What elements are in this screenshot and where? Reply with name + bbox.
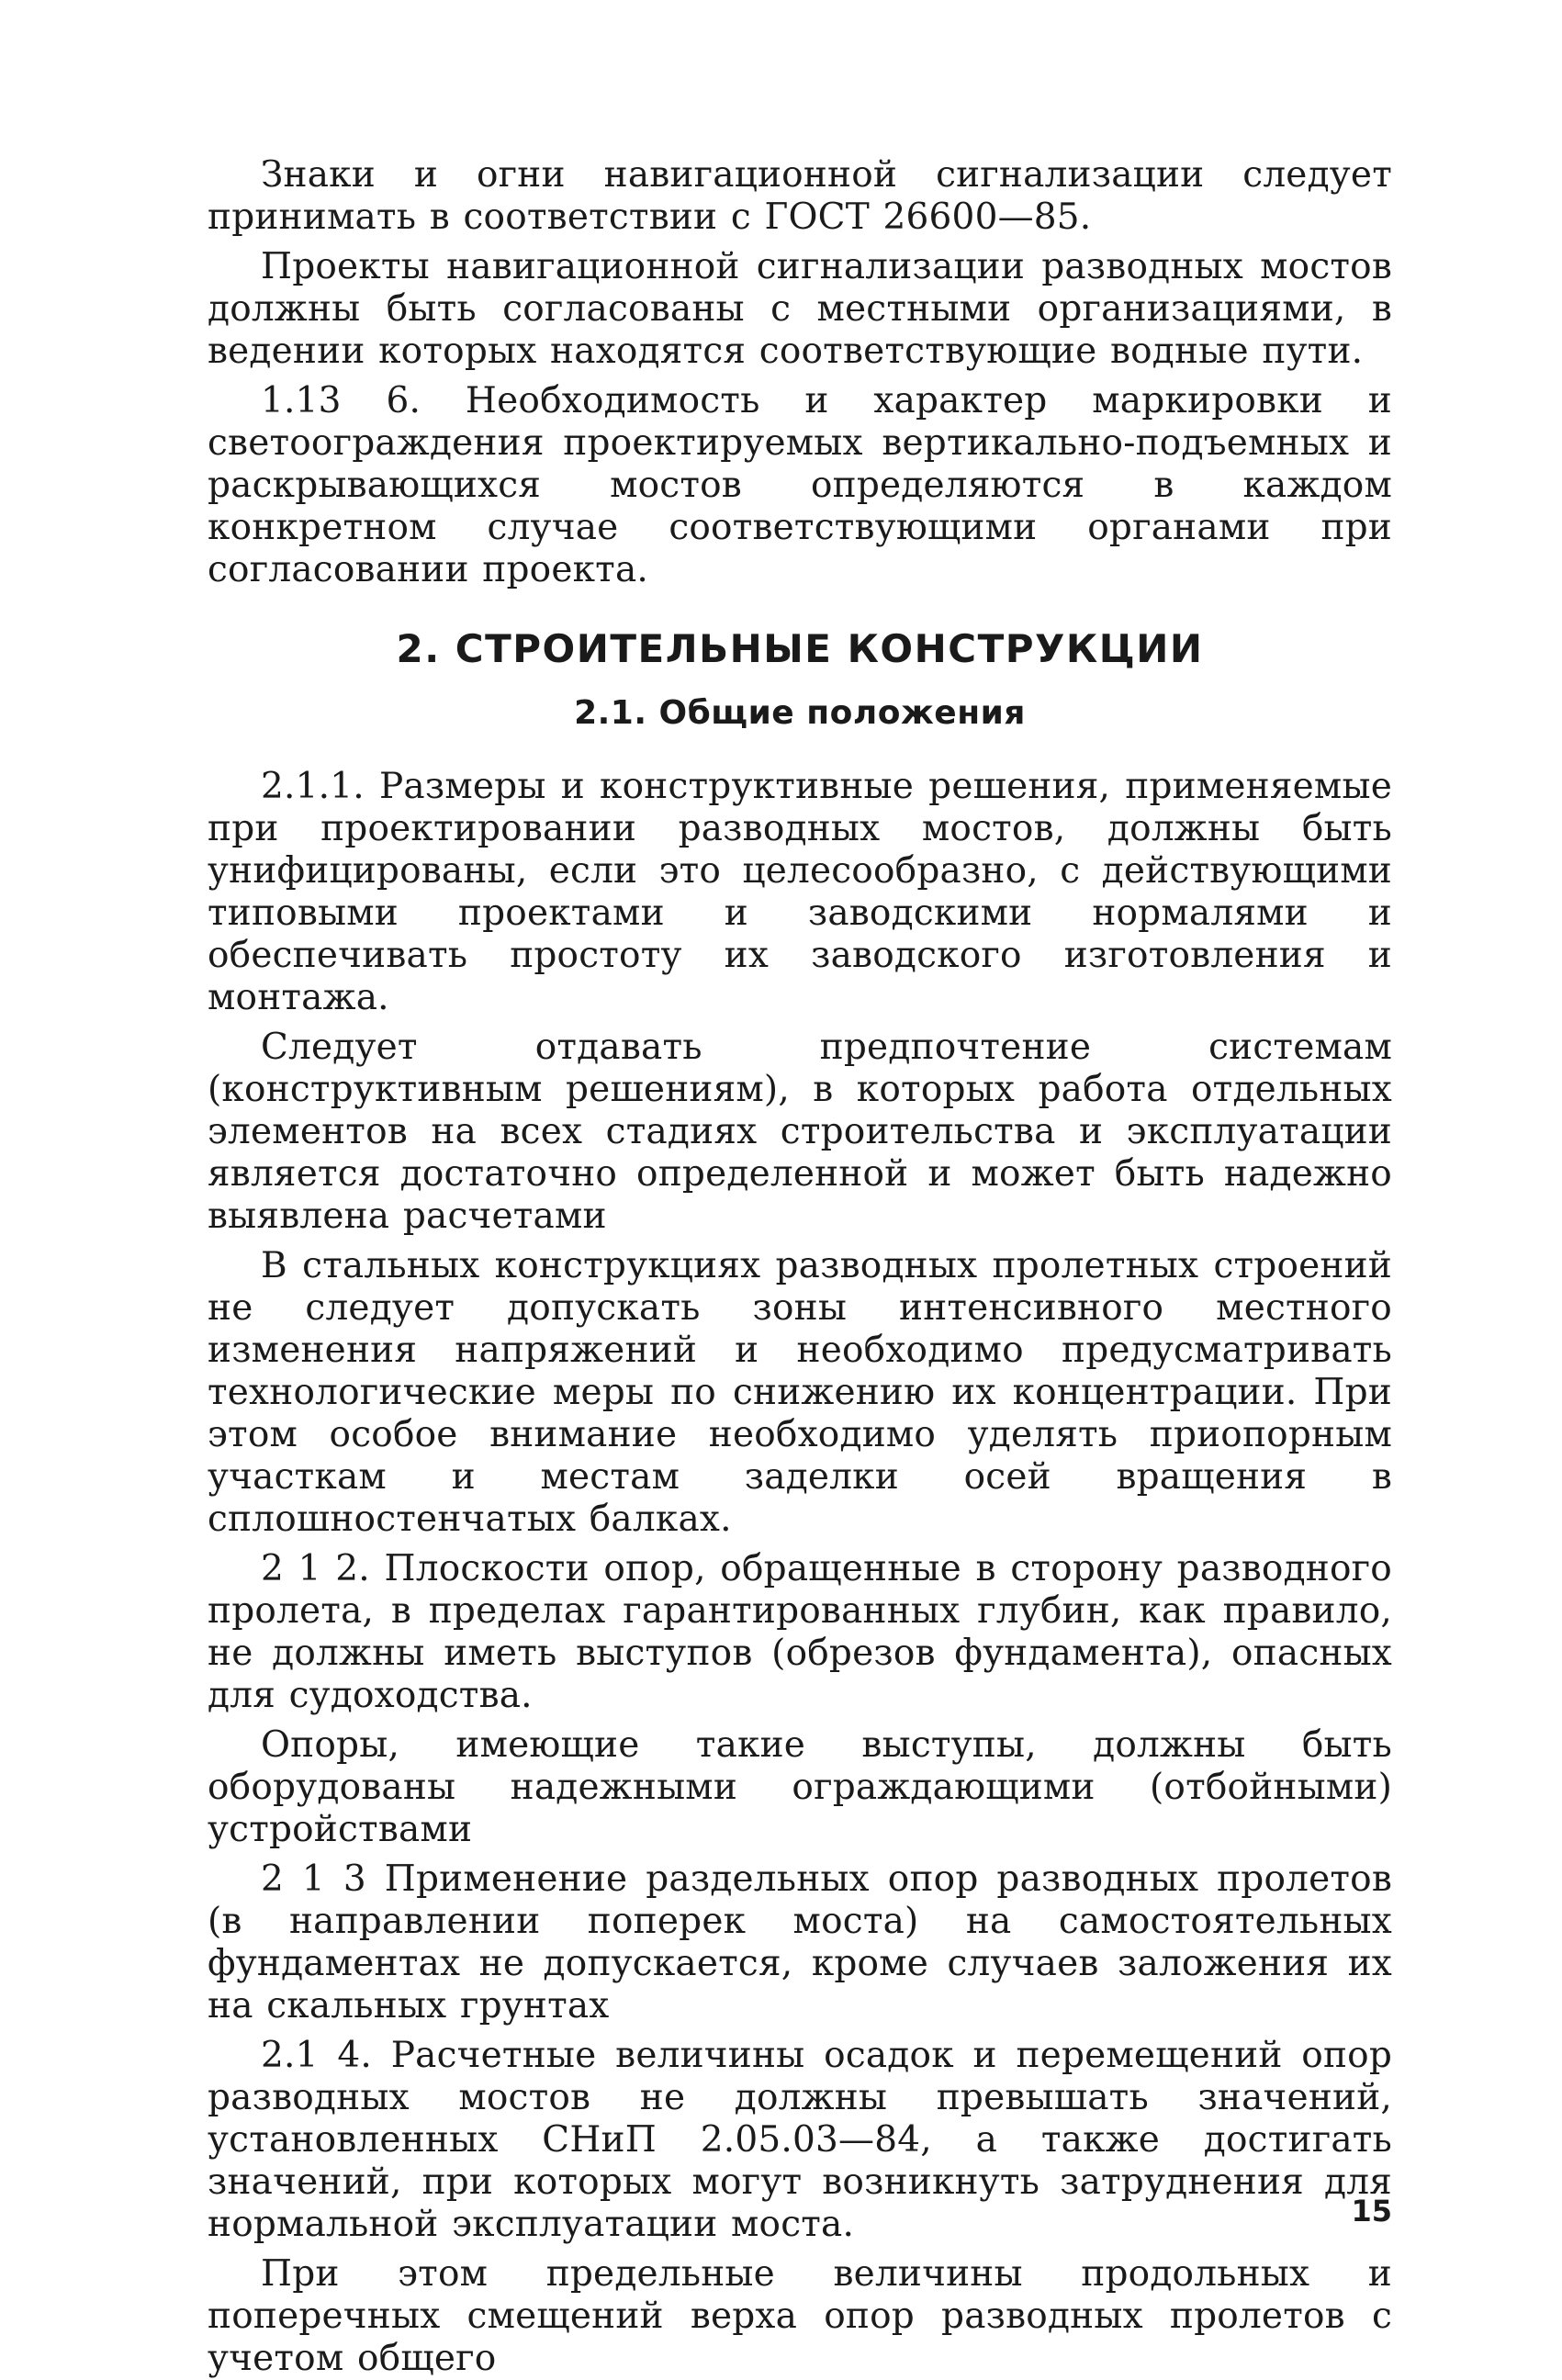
page-number: 15 <box>1351 2194 1392 2228</box>
paragraph-signalling-projects: Проекты навигационной сигнализации разводных мостов должны быть согласованы с местными организациями, в ведении которых находятся соответствующие водные пути. <box>208 246 1392 372</box>
subsection-heading: 2.1. Общие положения <box>574 694 1026 732</box>
document-page <box>208 154 1392 2379</box>
paragraph-2-1-3: 2 1 3 Применение раздельных опор разводных пролетов (в направлении поперек моста) на самостоятельных фундаментах не допускается, кроме случаев заложения их на скальных грунтах <box>208 1858 1392 2026</box>
paragraph-2-1-2: 2 1 2. Плоскости опор, обращенные в сторону разводного пролета, в пределах гарантированных глубин, как правило, не должны иметь выступов (обрезов фундамента), опасных для судоходства. <box>208 1548 1392 1716</box>
paragraph-limit-displacements: При этом предельные величины продольных и поперечных смещений верха опор разводных пролетов с учетом общего <box>208 2253 1392 2379</box>
paragraph-fender-devices: Опоры, имеющие такие выступы, должны быть оборудованы надежными ограждающими (отбойными) устройствами <box>208 1724 1392 1850</box>
section-spacer <box>208 591 1392 624</box>
paragraph-2-1-1: 2.1.1. Размеры и конструктивные решения, применяемые при проектировании разводных мостов, должны быть унифицированы, если это целесообразно, с действующими типовыми проектами и заводскими нормалями и обеспечивать простоту их заводского изготовления и монтажа. <box>208 766 1392 1018</box>
paragraph-preference-systems: Следует отдавать предпочтение системам (конструктивным решениям), в которых работа отдельных элементов на всех стадиях строительства и эксплуатации является достаточно определенной и может быть надежно выявлена расчетами <box>208 1027 1392 1237</box>
paragraph-navigation-signs: Знаки и огни навигационной сигнализации следует принимать в соответствии с ГОСТ 26600—85. <box>208 154 1392 238</box>
paragraph-1-13-6: 1.13 6. Необходимость и характер маркировки и светоограждения проектируемых вертикально-подъемных и раскрывающихся мостов определяются в каждом конкретном случае соответствующими органами при согласовании проекта. <box>208 380 1392 590</box>
paragraph-2-1-4: 2.1 4. Расчетные величины осадок и перемещений опор разводных мостов не должны превышать значений, установленных СНиП 2.05.03—84, а также достигать значений, при которых могут возникнуть затруднения для нормальной эксплуатации моста. <box>208 2035 1392 2245</box>
paragraph-steel-structures: В стальных конструкциях разводных пролетных строений не следует допускать зоны интенсивного местного изменения напряжений и необходимо предусматривать технологические меры по снижению их концентрации. При этом особое внимание необходимо уделять приопорным участкам и местам заделки осей вращения в сплошностенчатых балках. <box>208 1245 1392 1540</box>
section-heading: 2. СТРОИТЕЛЬНЫЕ КОНСТРУКЦИИ <box>396 626 1204 671</box>
